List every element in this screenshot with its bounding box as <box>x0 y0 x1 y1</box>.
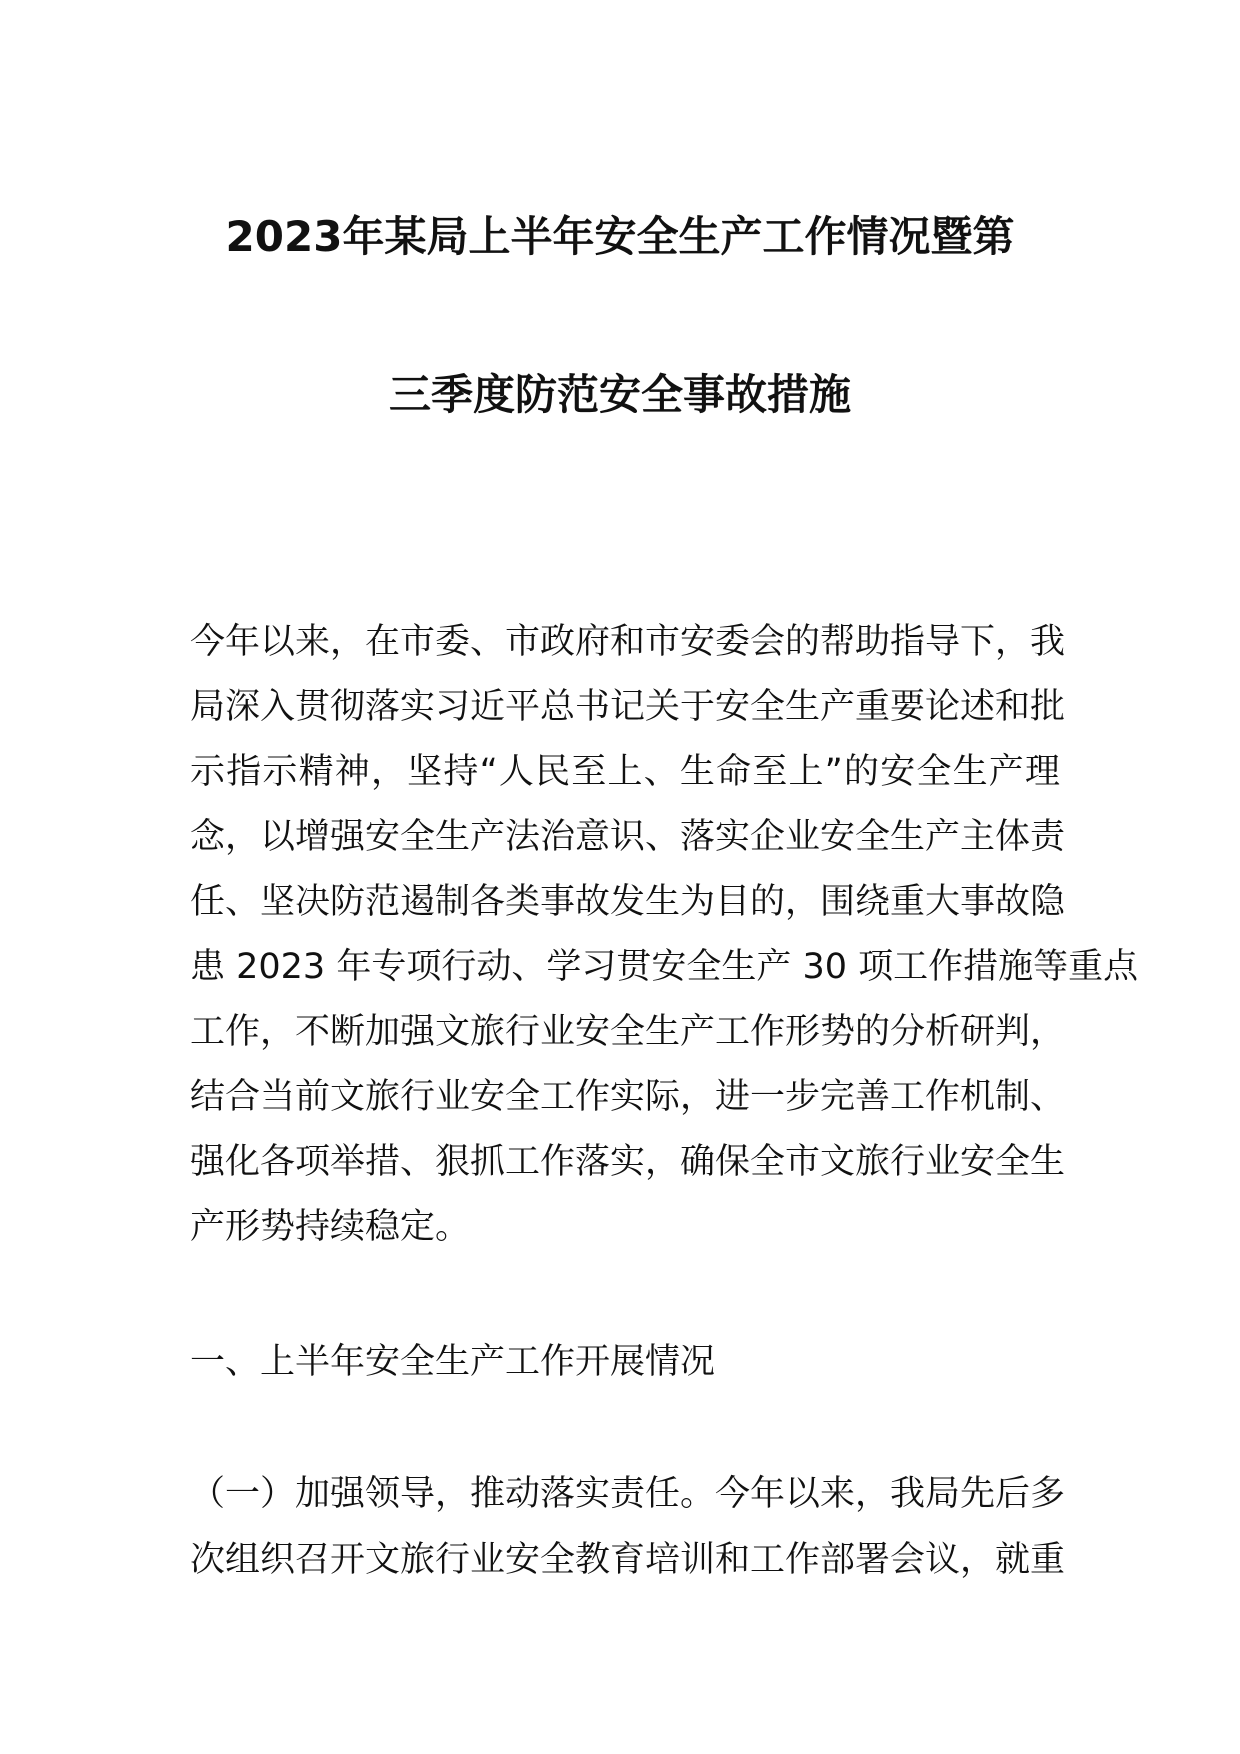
paragraph-line: 局深入贯彻落实习近平总书记关于安全生产重要论述和批 <box>190 687 1066 727</box>
paragraph-line: 结合当前文旅行业安全工作实际，进一步完善工作机制、 <box>190 1077 1066 1117</box>
paragraph-line: 示指示精神，坚持“人民至上、生命至上”的安全生产理 <box>190 752 1060 792</box>
paragraph-line: 患 2023 年专项行动、学习贯安全生产 30 项工作措施等重点 <box>190 947 1139 987</box>
paragraph-line: 产形势持续稳定。 <box>190 1207 471 1247</box>
paragraph-line: 念，以增强安全生产法治意识、落实企业安全生产主体责 <box>190 817 1066 857</box>
paragraph-line: 今年以来，在市委、市政府和市安委会的帮助指导下，我 <box>190 622 1066 662</box>
paragraph-line: 任、坚决防范遏制各类事故发生为目的，围绕重大事故隐 <box>190 882 1066 922</box>
paragraph-line: 次组织召开文旅行业安全教育培训和工作部署会议，就重 <box>190 1540 1066 1580</box>
document-title-line-1: 2023年某局上半年安全生产工作情况暨第 <box>225 212 1015 261</box>
paragraph-line: 强化各项举措、狠抓工作落实，确保全市文旅行业安全生 <box>190 1142 1066 1182</box>
paragraph-line: 工作，不断加强文旅行业安全生产工作形势的分析研判， <box>190 1012 1066 1052</box>
section-heading: 一、上半年安全生产工作开展情况 <box>190 1342 716 1382</box>
paragraph-line: （一）加强领导，推动落实责任。今年以来，我局先后多 <box>190 1474 1066 1514</box>
document-title-line-2: 三季度防范安全事故措施 <box>388 370 851 419</box>
